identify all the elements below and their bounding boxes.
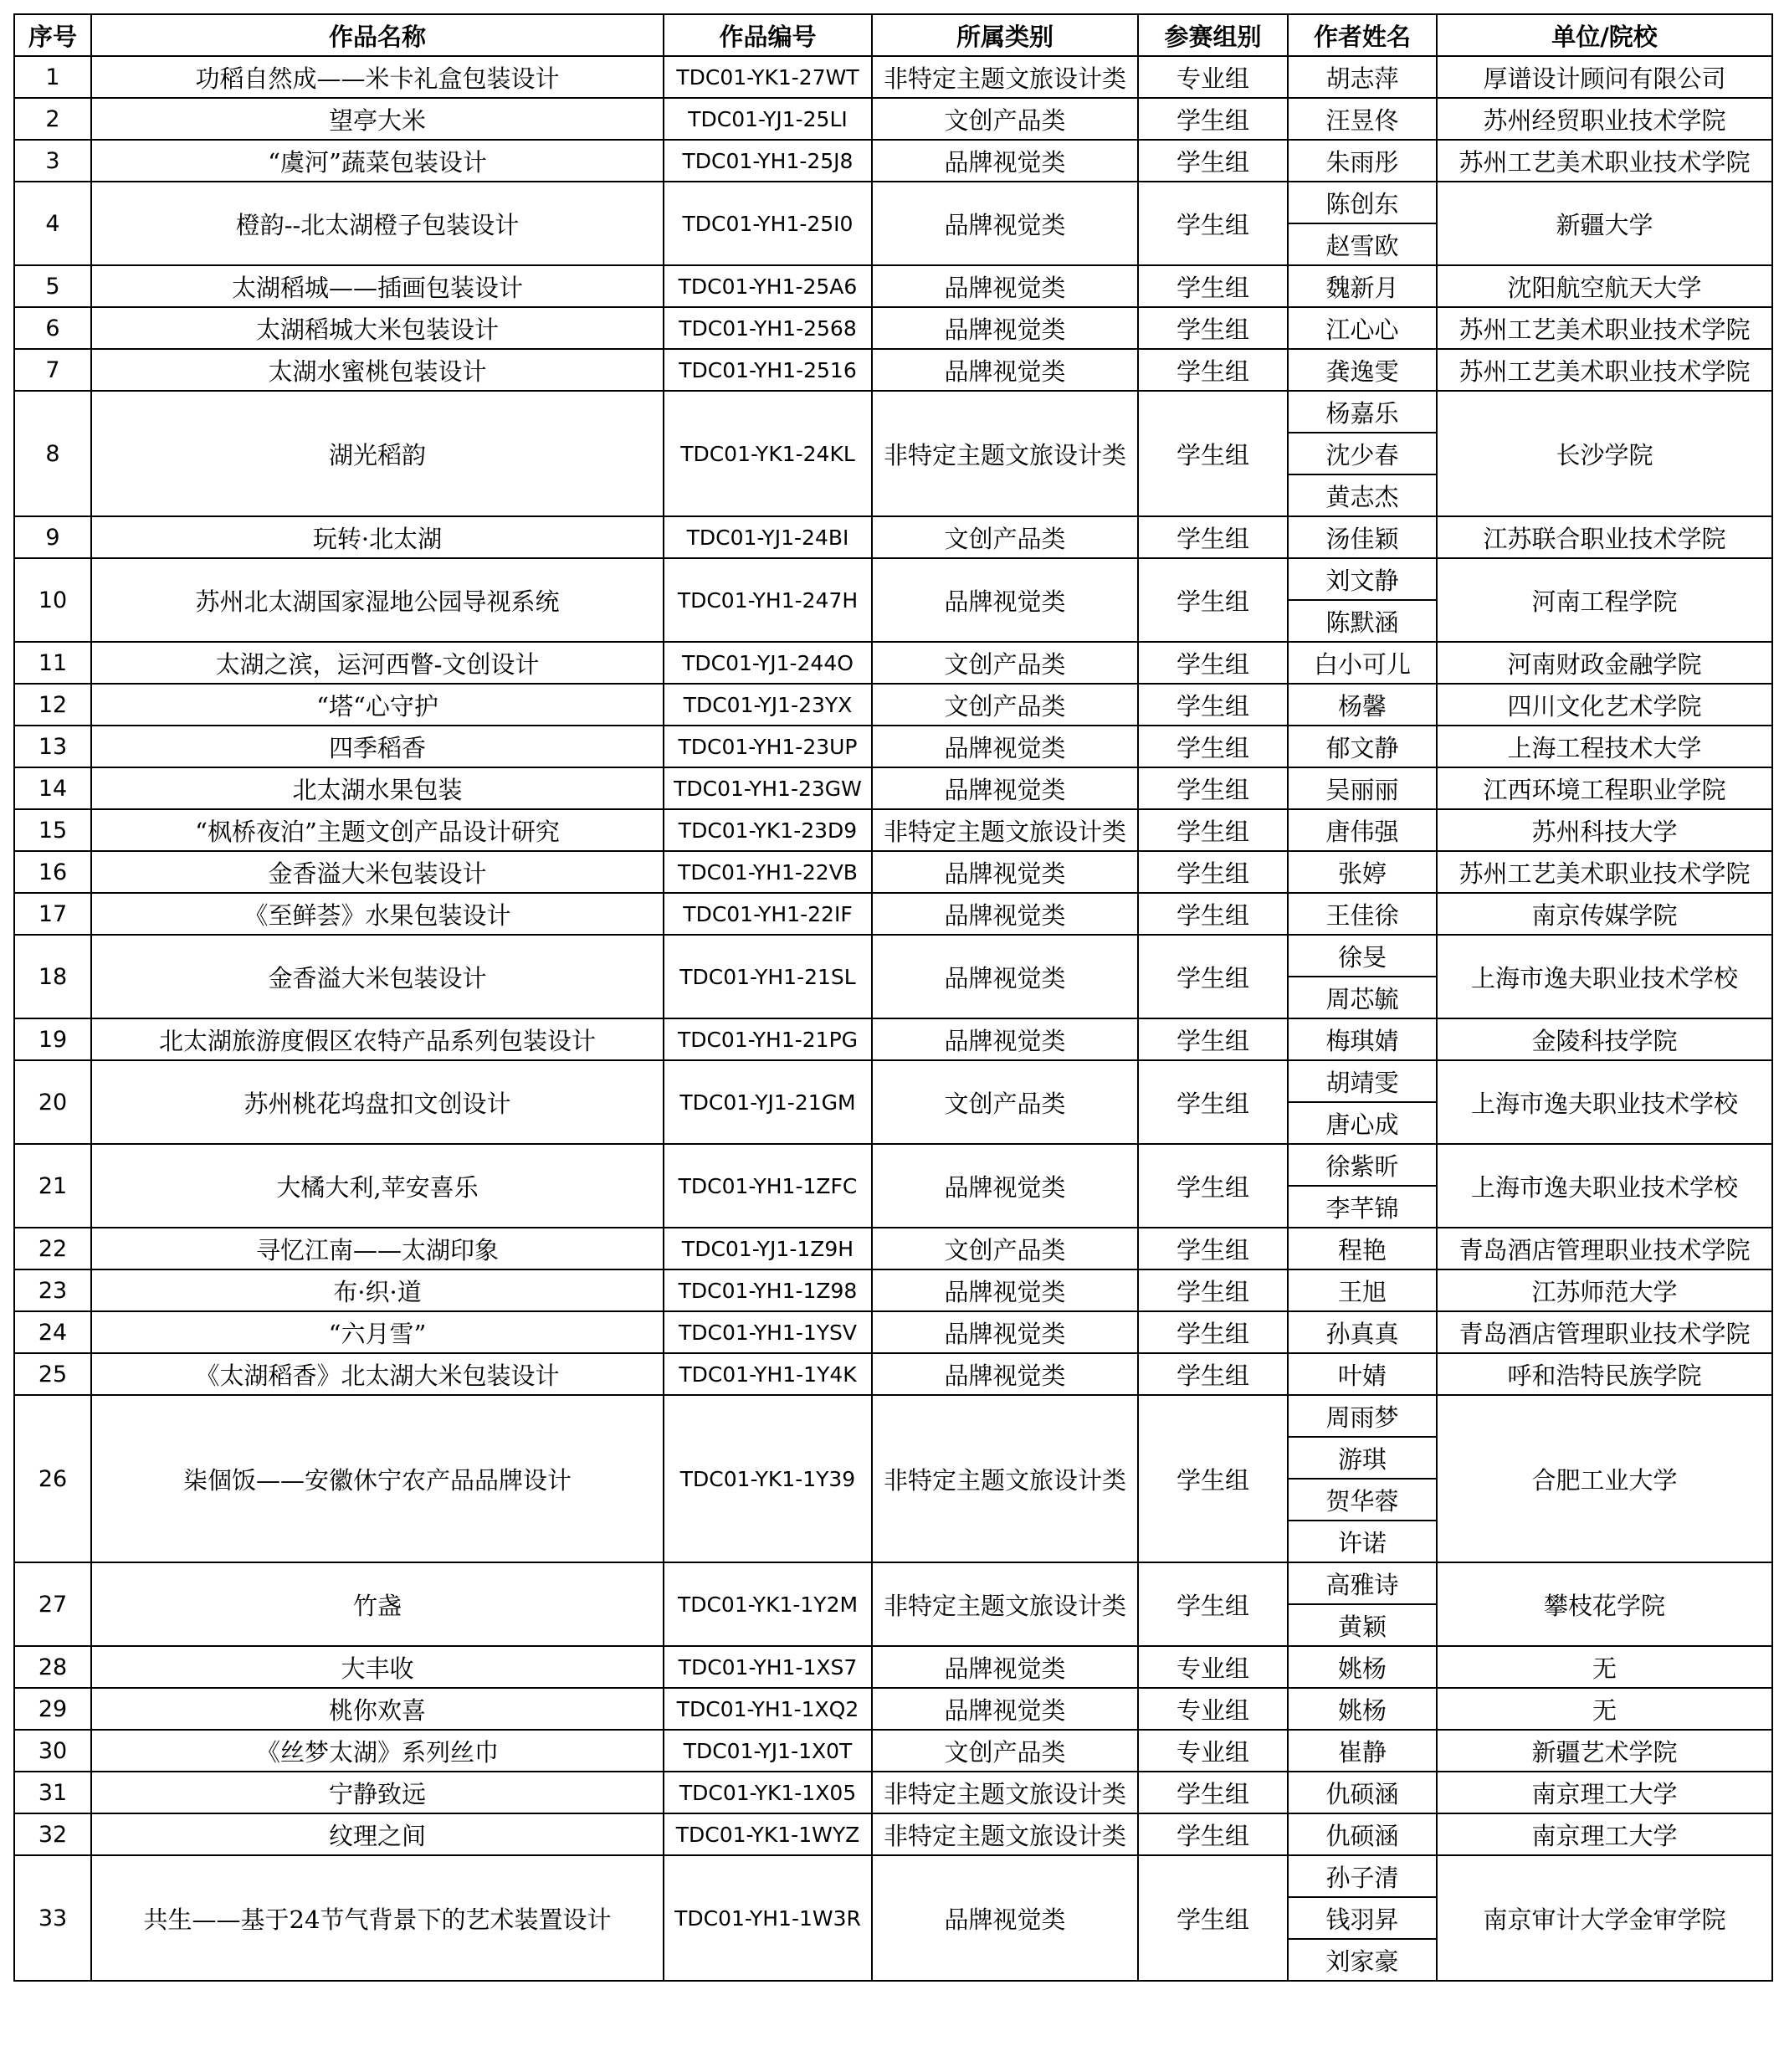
cell-seq: 24 (14, 1311, 91, 1353)
cell-code: TDC01-YH1-25I0 (664, 182, 872, 265)
cell-category: 文创产品类 (872, 1228, 1138, 1269)
cell-seq: 25 (14, 1353, 91, 1395)
cell-group: 专业组 (1138, 1646, 1288, 1688)
cell-title: 共生——基于24节气背景下的艺术装置设计 (91, 1855, 664, 1981)
cell-category: 品牌视觉类 (872, 1269, 1138, 1311)
cell-category: 非特定主题文旅设计类 (872, 1813, 1138, 1855)
cell-title: 大丰收 (91, 1646, 664, 1688)
cell-category: 品牌视觉类 (872, 1855, 1138, 1981)
cell-code: TDC01-YH1-21SL (664, 935, 872, 1018)
cell-title: 纹理之间 (91, 1813, 664, 1855)
cell-code: TDC01-YK1-1Y2M (664, 1562, 872, 1646)
cell-group: 学生组 (1138, 851, 1288, 893)
cell-author: 胡志萍 (1288, 56, 1437, 98)
cell-unit: 苏州工艺美术职业技术学院 (1437, 307, 1772, 349)
table-row (14, 642, 1772, 684)
table-row (14, 1018, 1772, 1060)
cell-unit: 新疆大学 (1437, 182, 1772, 265)
cell-seq: 12 (14, 684, 91, 726)
cell-group: 学生组 (1138, 98, 1288, 140)
table-row (14, 349, 1772, 391)
cell-unit: 南京理工大学 (1437, 1813, 1772, 1855)
cell-author: 陈创东 (1288, 182, 1437, 223)
cell-category: 文创产品类 (872, 516, 1138, 558)
cell-author: 周雨梦 (1288, 1395, 1437, 1437)
cell-group: 学生组 (1138, 516, 1288, 558)
cell-group: 学生组 (1138, 1855, 1288, 1981)
cell-seq: 14 (14, 767, 91, 809)
table-row (14, 1228, 1772, 1269)
table-row (14, 684, 1772, 726)
entries-table-container (13, 13, 1773, 1982)
cell-group: 学生组 (1138, 140, 1288, 182)
cell-unit: 沈阳航空航天大学 (1437, 265, 1772, 307)
header-row (14, 14, 1772, 56)
cell-title: 玩转·北太湖 (91, 516, 664, 558)
cell-group: 专业组 (1138, 56, 1288, 98)
cell-code: TDC01-YH1-22IF (664, 893, 872, 935)
cell-seq: 9 (14, 516, 91, 558)
cell-author: 李芊锦 (1288, 1186, 1437, 1228)
cell-category: 品牌视觉类 (872, 726, 1138, 767)
cell-unit: 新疆艺术学院 (1437, 1730, 1772, 1772)
cell-category: 非特定主题文旅设计类 (872, 1772, 1138, 1813)
cell-unit: 河南工程学院 (1437, 558, 1772, 642)
table-row (14, 1688, 1772, 1730)
table-row (14, 182, 1772, 223)
cell-author: 仇硕涵 (1288, 1772, 1437, 1813)
cell-group: 学生组 (1138, 809, 1288, 851)
cell-category: 非特定主题文旅设计类 (872, 1562, 1138, 1646)
table-row (14, 851, 1772, 893)
cell-category: 品牌视觉类 (872, 767, 1138, 809)
cell-unit: 上海市逸夫职业技术学校 (1437, 1060, 1772, 1144)
table-row (14, 1353, 1772, 1395)
cell-category: 品牌视觉类 (872, 349, 1138, 391)
cell-seq: 4 (14, 182, 91, 265)
cell-title: 《太湖稻香》北太湖大米包装设计 (91, 1353, 664, 1395)
header-author: 作者姓名 (1288, 14, 1437, 56)
cell-title: “虞河”蔬菜包装设计 (91, 140, 664, 182)
cell-unit: 上海市逸夫职业技术学校 (1437, 1144, 1772, 1228)
cell-unit: 攀枝花学院 (1437, 1562, 1772, 1646)
cell-group: 学生组 (1138, 1813, 1288, 1855)
cell-author: 黄颖 (1288, 1604, 1437, 1646)
cell-unit: 河南财政金融学院 (1437, 642, 1772, 684)
table-row (14, 1311, 1772, 1353)
cell-author: 程艳 (1288, 1228, 1437, 1269)
cell-seq: 23 (14, 1269, 91, 1311)
cell-author: 姚杨 (1288, 1646, 1437, 1688)
cell-unit: 苏州工艺美术职业技术学院 (1437, 349, 1772, 391)
cell-title: 功稻自然成——米卡礼盒包装设计 (91, 56, 664, 98)
cell-group: 学生组 (1138, 1269, 1288, 1311)
cell-unit: 青岛酒店管理职业技术学院 (1437, 1228, 1772, 1269)
cell-group: 学生组 (1138, 1060, 1288, 1144)
cell-seq: 6 (14, 307, 91, 349)
cell-category: 品牌视觉类 (872, 558, 1138, 642)
table-row (14, 767, 1772, 809)
cell-unit: 南京传媒学院 (1437, 893, 1772, 935)
table-row (14, 1730, 1772, 1772)
cell-author: 仇硕涵 (1288, 1813, 1437, 1855)
cell-seq: 16 (14, 851, 91, 893)
cell-group: 学生组 (1138, 1562, 1288, 1646)
cell-unit: 长沙学院 (1437, 391, 1772, 516)
cell-author: 崔静 (1288, 1730, 1437, 1772)
table-row (14, 265, 1772, 307)
table-row (14, 307, 1772, 349)
table-row (14, 391, 1772, 433)
cell-unit: 四川文化艺术学院 (1437, 684, 1772, 726)
cell-code: TDC01-YK1-1X05 (664, 1772, 872, 1813)
cell-category: 非特定主题文旅设计类 (872, 391, 1138, 516)
cell-title: 太湖稻城大米包装设计 (91, 307, 664, 349)
cell-group: 学生组 (1138, 1144, 1288, 1228)
cell-code: TDC01-YJ1-1Z9H (664, 1228, 872, 1269)
table-row (14, 1772, 1772, 1813)
table-row (14, 140, 1772, 182)
cell-code: TDC01-YH1-25J8 (664, 140, 872, 182)
cell-author: 孙真真 (1288, 1311, 1437, 1353)
cell-code: TDC01-YK1-1WYZ (664, 1813, 872, 1855)
cell-author: 汪昱佟 (1288, 98, 1437, 140)
table-row (14, 726, 1772, 767)
cell-group: 学生组 (1138, 1772, 1288, 1813)
cell-unit: 南京审计大学金审学院 (1437, 1855, 1772, 1981)
cell-title: 大橘大利,苹安喜乐 (91, 1144, 664, 1228)
cell-category: 品牌视觉类 (872, 140, 1138, 182)
cell-code: TDC01-YJ1-21GM (664, 1060, 872, 1144)
table-row (14, 1269, 1772, 1311)
cell-unit: 上海工程技术大学 (1437, 726, 1772, 767)
cell-category: 品牌视觉类 (872, 1144, 1138, 1228)
cell-code: TDC01-YJ1-23YX (664, 684, 872, 726)
cell-seq: 13 (14, 726, 91, 767)
cell-code: TDC01-YH1-1W3R (664, 1855, 872, 1981)
cell-unit: 江苏联合职业技术学院 (1437, 516, 1772, 558)
cell-unit: 苏州工艺美术职业技术学院 (1437, 851, 1772, 893)
cell-code: TDC01-YK1-1Y39 (664, 1395, 872, 1562)
cell-unit: 厚谱设计顾问有限公司 (1437, 56, 1772, 98)
header-seq: 序号 (14, 14, 91, 56)
cell-author: 唐伟强 (1288, 809, 1437, 851)
cell-category: 品牌视觉类 (872, 265, 1138, 307)
cell-author: 郁文静 (1288, 726, 1437, 767)
cell-group: 学生组 (1138, 1395, 1288, 1562)
cell-author: 刘文静 (1288, 558, 1437, 600)
header-unit: 单位/院校 (1437, 14, 1772, 56)
cell-category: 品牌视觉类 (872, 1646, 1138, 1688)
cell-title: 竹盏 (91, 1562, 664, 1646)
cell-seq: 21 (14, 1144, 91, 1228)
cell-unit: 青岛酒店管理职业技术学院 (1437, 1311, 1772, 1353)
cell-code: TDC01-YH1-21PG (664, 1018, 872, 1060)
cell-title: 金香溢大米包装设计 (91, 851, 664, 893)
cell-seq: 1 (14, 56, 91, 98)
cell-code: TDC01-YH1-1Z98 (664, 1269, 872, 1311)
cell-author: 朱雨彤 (1288, 140, 1437, 182)
cell-unit: 苏州科技大学 (1437, 809, 1772, 851)
cell-author: 周芯毓 (1288, 977, 1437, 1018)
cell-code: TDC01-YH1-2516 (664, 349, 872, 391)
cell-code: TDC01-YH1-247H (664, 558, 872, 642)
cell-category: 文创产品类 (872, 642, 1138, 684)
cell-title: 望亭大米 (91, 98, 664, 140)
cell-code: TDC01-YJ1-1X0T (664, 1730, 872, 1772)
cell-code: TDC01-YJ1-25LI (664, 98, 872, 140)
cell-seq: 20 (14, 1060, 91, 1144)
cell-code: TDC01-YJ1-244O (664, 642, 872, 684)
cell-group: 学生组 (1138, 1353, 1288, 1395)
cell-author: 赵雪欧 (1288, 223, 1437, 265)
header-category: 所属类别 (872, 14, 1138, 56)
cell-author: 杨馨 (1288, 684, 1437, 726)
cell-author: 沈少春 (1288, 433, 1437, 474)
cell-author: 贺华蓉 (1288, 1479, 1437, 1521)
cell-group: 学生组 (1138, 265, 1288, 307)
cell-author: 王旭 (1288, 1269, 1437, 1311)
cell-title: 桃你欢喜 (91, 1688, 664, 1730)
cell-title: 太湖之滨，运河西瞥-文创设计 (91, 642, 664, 684)
cell-unit: 金陵科技学院 (1437, 1018, 1772, 1060)
cell-seq: 27 (14, 1562, 91, 1646)
table-row (14, 98, 1772, 140)
cell-seq: 31 (14, 1772, 91, 1813)
cell-title: 柒個饭——安徽休宁农产品品牌设计 (91, 1395, 664, 1562)
cell-seq: 18 (14, 935, 91, 1018)
cell-group: 专业组 (1138, 1730, 1288, 1772)
cell-code: TDC01-YH1-23UP (664, 726, 872, 767)
cell-category: 文创产品类 (872, 98, 1138, 140)
cell-unit: 苏州经贸职业技术学院 (1437, 98, 1772, 140)
cell-title: 金香溢大米包装设计 (91, 935, 664, 1018)
cell-code: TDC01-YH1-1ZFC (664, 1144, 872, 1228)
cell-group: 学生组 (1138, 307, 1288, 349)
table-row (14, 1646, 1772, 1688)
cell-author: 许诺 (1288, 1521, 1437, 1562)
cell-group: 学生组 (1138, 1311, 1288, 1353)
cell-unit: 无 (1437, 1646, 1772, 1688)
cell-seq: 3 (14, 140, 91, 182)
cell-unit: 江西环境工程职业学院 (1437, 767, 1772, 809)
cell-unit: 合肥工业大学 (1437, 1395, 1772, 1562)
cell-category: 非特定主题文旅设计类 (872, 1395, 1138, 1562)
cell-author: 吴丽丽 (1288, 767, 1437, 809)
cell-group: 学生组 (1138, 935, 1288, 1018)
cell-seq: 22 (14, 1228, 91, 1269)
cell-seq: 11 (14, 642, 91, 684)
cell-category: 非特定主题文旅设计类 (872, 809, 1138, 851)
cell-group: 学生组 (1138, 558, 1288, 642)
cell-author: 龚逸雯 (1288, 349, 1437, 391)
cell-author: 黄志杰 (1288, 474, 1437, 516)
cell-author: 姚杨 (1288, 1688, 1437, 1730)
table-row (14, 1855, 1772, 1897)
header-code: 作品编号 (664, 14, 872, 56)
cell-title: 苏州北太湖国家湿地公园导视系统 (91, 558, 664, 642)
cell-seq: 5 (14, 265, 91, 307)
table-row (14, 516, 1772, 558)
table-row (14, 935, 1772, 977)
cell-title: 宁静致远 (91, 1772, 664, 1813)
cell-seq: 33 (14, 1855, 91, 1981)
cell-title: 太湖稻城——插画包装设计 (91, 265, 664, 307)
cell-category: 品牌视觉类 (872, 307, 1138, 349)
cell-seq: 28 (14, 1646, 91, 1688)
cell-title: 布·织·道 (91, 1269, 664, 1311)
cell-code: TDC01-YH1-25A6 (664, 265, 872, 307)
cell-author: 杨嘉乐 (1288, 391, 1437, 433)
cell-author: 魏新月 (1288, 265, 1437, 307)
cell-code: TDC01-YH1-23GW (664, 767, 872, 809)
cell-group: 学生组 (1138, 182, 1288, 265)
cell-category: 品牌视觉类 (872, 182, 1138, 265)
cell-seq: 2 (14, 98, 91, 140)
cell-group: 学生组 (1138, 684, 1288, 726)
cell-code: TDC01-YK1-23D9 (664, 809, 872, 851)
cell-unit: 呼和浩特民族学院 (1437, 1353, 1772, 1395)
table-row (14, 893, 1772, 935)
cell-title: “塔“心守护 (91, 684, 664, 726)
cell-seq: 26 (14, 1395, 91, 1562)
cell-group: 专业组 (1138, 1688, 1288, 1730)
entries-table (13, 13, 1773, 1982)
cell-unit: 苏州工艺美术职业技术学院 (1437, 140, 1772, 182)
cell-author: 陈默涵 (1288, 600, 1437, 642)
cell-author: 叶婧 (1288, 1353, 1437, 1395)
table-row (14, 809, 1772, 851)
cell-seq: 8 (14, 391, 91, 516)
cell-author: 钱羽昇 (1288, 1897, 1437, 1939)
cell-author: 汤佳颖 (1288, 516, 1437, 558)
cell-category: 品牌视觉类 (872, 1353, 1138, 1395)
cell-title: 太湖水蜜桃包装设计 (91, 349, 664, 391)
cell-unit: 上海市逸夫职业技术学校 (1437, 935, 1772, 1018)
cell-category: 文创产品类 (872, 1060, 1138, 1144)
cell-category: 品牌视觉类 (872, 893, 1138, 935)
cell-code: TDC01-YK1-24KL (664, 391, 872, 516)
cell-seq: 10 (14, 558, 91, 642)
cell-author: 徐旻 (1288, 935, 1437, 977)
cell-category: 非特定主题文旅设计类 (872, 56, 1138, 98)
table-row (14, 1813, 1772, 1855)
cell-title: 寻忆江南——太湖印象 (91, 1228, 664, 1269)
cell-code: TDC01-YK1-27WT (664, 56, 872, 98)
cell-title: 北太湖旅游度假区农特产品系列包装设计 (91, 1018, 664, 1060)
cell-category: 品牌视觉类 (872, 1688, 1138, 1730)
cell-author: 游琪 (1288, 1437, 1437, 1479)
cell-title: 四季稻香 (91, 726, 664, 767)
header-title: 作品名称 (91, 14, 664, 56)
cell-category: 品牌视觉类 (872, 935, 1138, 1018)
cell-seq: 19 (14, 1018, 91, 1060)
cell-author: 王佳徐 (1288, 893, 1437, 935)
cell-title: “六月雪” (91, 1311, 664, 1353)
cell-group: 学生组 (1138, 391, 1288, 516)
cell-code: TDC01-YH1-1XQ2 (664, 1688, 872, 1730)
cell-author: 唐心成 (1288, 1102, 1437, 1144)
cell-title: 北太湖水果包装 (91, 767, 664, 809)
cell-title: 湖光稻韵 (91, 391, 664, 516)
cell-category: 文创产品类 (872, 1730, 1138, 1772)
cell-code: TDC01-YH1-1YSV (664, 1311, 872, 1353)
cell-category: 品牌视觉类 (872, 851, 1138, 893)
cell-title: 《至鲜荟》水果包装设计 (91, 893, 664, 935)
cell-seq: 17 (14, 893, 91, 935)
cell-group: 学生组 (1138, 349, 1288, 391)
cell-author: 孙子清 (1288, 1855, 1437, 1897)
cell-author: 白小可儿 (1288, 642, 1437, 684)
cell-author: 高雅诗 (1288, 1562, 1437, 1604)
cell-seq: 7 (14, 349, 91, 391)
cell-title: 《丝梦太湖》系列丝巾 (91, 1730, 664, 1772)
cell-author: 张婷 (1288, 851, 1437, 893)
cell-category: 品牌视觉类 (872, 1311, 1138, 1353)
table-body (14, 56, 1772, 1981)
cell-seq: 29 (14, 1688, 91, 1730)
table-row (14, 1562, 1772, 1604)
cell-seq: 30 (14, 1730, 91, 1772)
cell-category: 文创产品类 (872, 684, 1138, 726)
cell-unit: 南京理工大学 (1437, 1772, 1772, 1813)
cell-category: 品牌视觉类 (872, 1018, 1138, 1060)
table-row (14, 1060, 1772, 1102)
cell-group: 学生组 (1138, 642, 1288, 684)
cell-group: 学生组 (1138, 893, 1288, 935)
cell-group: 学生组 (1138, 726, 1288, 767)
table-row (14, 1395, 1772, 1437)
header-group: 参赛组别 (1138, 14, 1288, 56)
cell-group: 学生组 (1138, 1018, 1288, 1060)
cell-group: 学生组 (1138, 1228, 1288, 1269)
cell-code: TDC01-YH1-22VB (664, 851, 872, 893)
table-row (14, 1144, 1772, 1186)
table-row (14, 558, 1772, 600)
cell-author: 胡靖雯 (1288, 1060, 1437, 1102)
cell-author: 梅琪婧 (1288, 1018, 1437, 1060)
cell-code: TDC01-YH1-2568 (664, 307, 872, 349)
cell-title: 苏州桃花坞盘扣文创设计 (91, 1060, 664, 1144)
cell-unit: 无 (1437, 1688, 1772, 1730)
cell-author: 江心心 (1288, 307, 1437, 349)
cell-title: 橙韵--北太湖橙子包装设计 (91, 182, 664, 265)
cell-unit: 江苏师范大学 (1437, 1269, 1772, 1311)
cell-author: 刘家豪 (1288, 1939, 1437, 1981)
cell-seq: 15 (14, 809, 91, 851)
table-row (14, 56, 1772, 98)
cell-author: 徐紫昕 (1288, 1144, 1437, 1186)
cell-seq: 32 (14, 1813, 91, 1855)
cell-code: TDC01-YJ1-24BI (664, 516, 872, 558)
cell-code: TDC01-YH1-1Y4K (664, 1353, 872, 1395)
cell-group: 学生组 (1138, 767, 1288, 809)
cell-code: TDC01-YH1-1XS7 (664, 1646, 872, 1688)
cell-title: “枫桥夜泊”主题文创产品设计研究 (91, 809, 664, 851)
